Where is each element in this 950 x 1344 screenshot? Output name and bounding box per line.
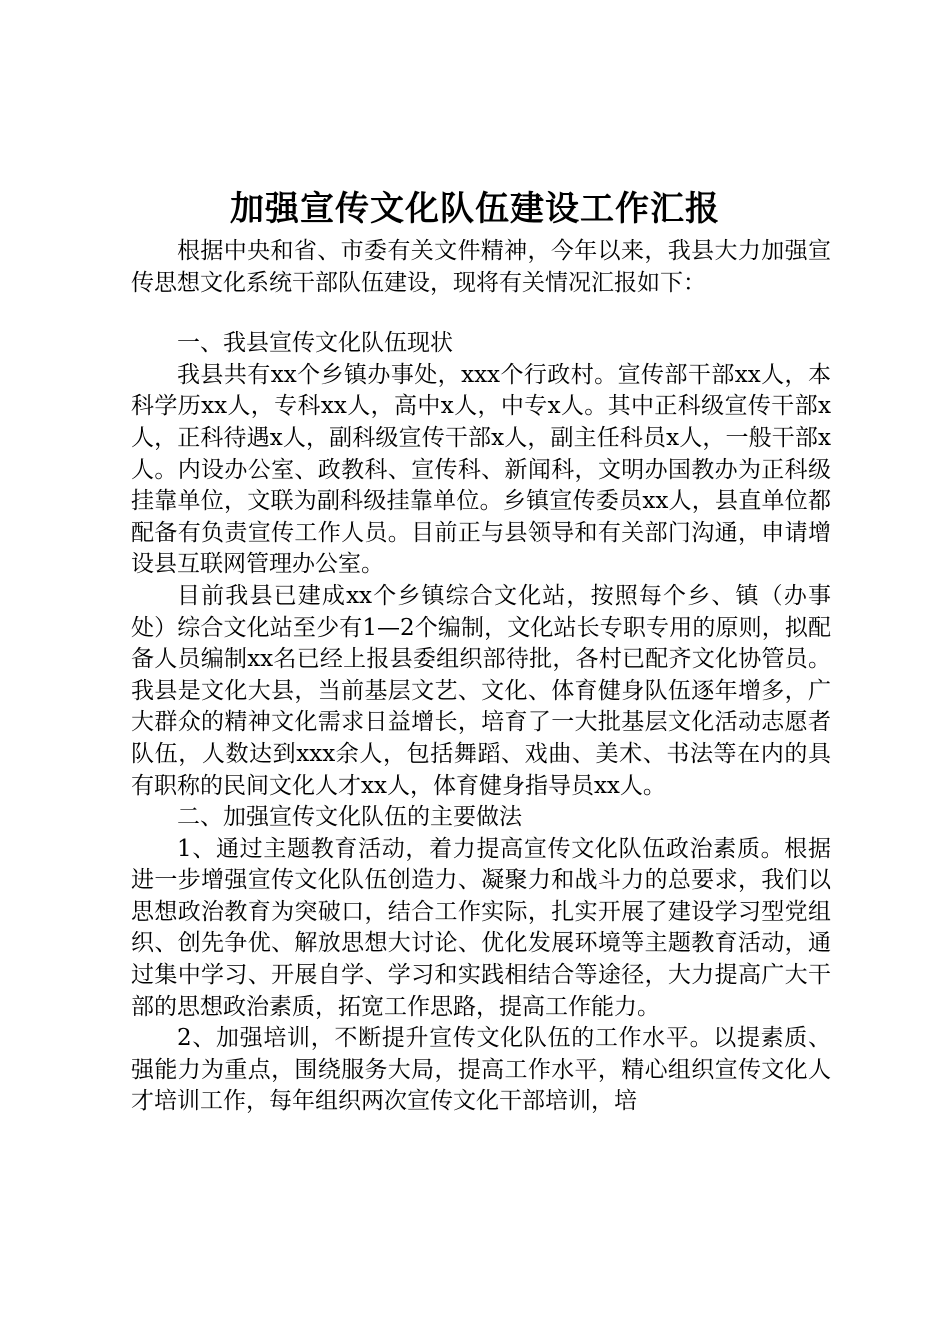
intro-paragraph: 根据中央和省、市委有关文件精神，今年以来，我县大力加强宣传思想文化系统干部队伍建设，现将有关情况汇报如下： (131, 238, 831, 296)
section-1-paragraph-2: 目前我县已建成xx个乡镇综合文化站，按照每个乡、镇（办事处）综合文化站至少有1—2个编制，文化站长专职专用的原则，拟配备人员编制xx名已经上报县委组织部待批，各村已配齐文化协管员。我县是文化大县，当前基层文艺、文化、体育健身队伍逐年增多，广大群众的精神文化需求日益增长，培育了一大批基层文化活动志愿者队伍，人数达到xxx余人，包括舞蹈、戏曲、美术、书法等在内的具有职称的民间文化人才xx人，体育健身指导员xx人。 (131, 582, 831, 799)
section-1-heading: 一、我县宣传文化队伍现状 (177, 330, 453, 357)
section-2-paragraph-1: 1、通过主题教育活动，着力提高宣传文化队伍政治素质。根据进一步增强宣传文化队伍创造力、凝聚力和战斗力的总要求，我们以思想政治教育为突破口，结合工作实际，扎实开展了建设学习型党组织、创先争优、解放思想大讨论、优化发展环境等主题教育活动，通过集中学习、开展自学、学习和实践相结合等途径，大力提高广大干部的思想政治素质，拓宽工作思路，提高工作能力。 (131, 835, 831, 1020)
paragraph-gap (131, 299, 831, 328)
section-2-heading: 二、加强宣传文化队伍的主要做法 (177, 804, 522, 831)
document-body (131, 236, 831, 1118)
section-2-paragraph-2: 2、加强培训，不断提升宣传文化队伍的工作水平。以提素质、强能力为重点，围绕服务大局，提高工作水平，精心组织宣传文化人才培训工作，每年组织两次宣传文化干部培训，培 (131, 1025, 831, 1115)
section-1-paragraph-1: 我县共有xx个乡镇办事处，xxx个行政村。宣传部干部xx人，本科学历xx人，专科xx人，高中x人，中专x人。其中正科级宣传干部x人，正科待遇x人，副科级宣传干部x人，副主任科员x人，一般干部x人。内设办公室、政教科、宣传科、新闻科，文明办国教办为正科级挂靠单位，文联为副科级挂靠单位。乡镇宣传委员xx人，县直单位都配备有负责宣传工作人员。目前正与县领导和有关部门沟通，申请增设县互联网管理办公室。 (131, 361, 831, 578)
document-title: 加强宣传文化队伍建设工作汇报 (230, 189, 720, 229)
